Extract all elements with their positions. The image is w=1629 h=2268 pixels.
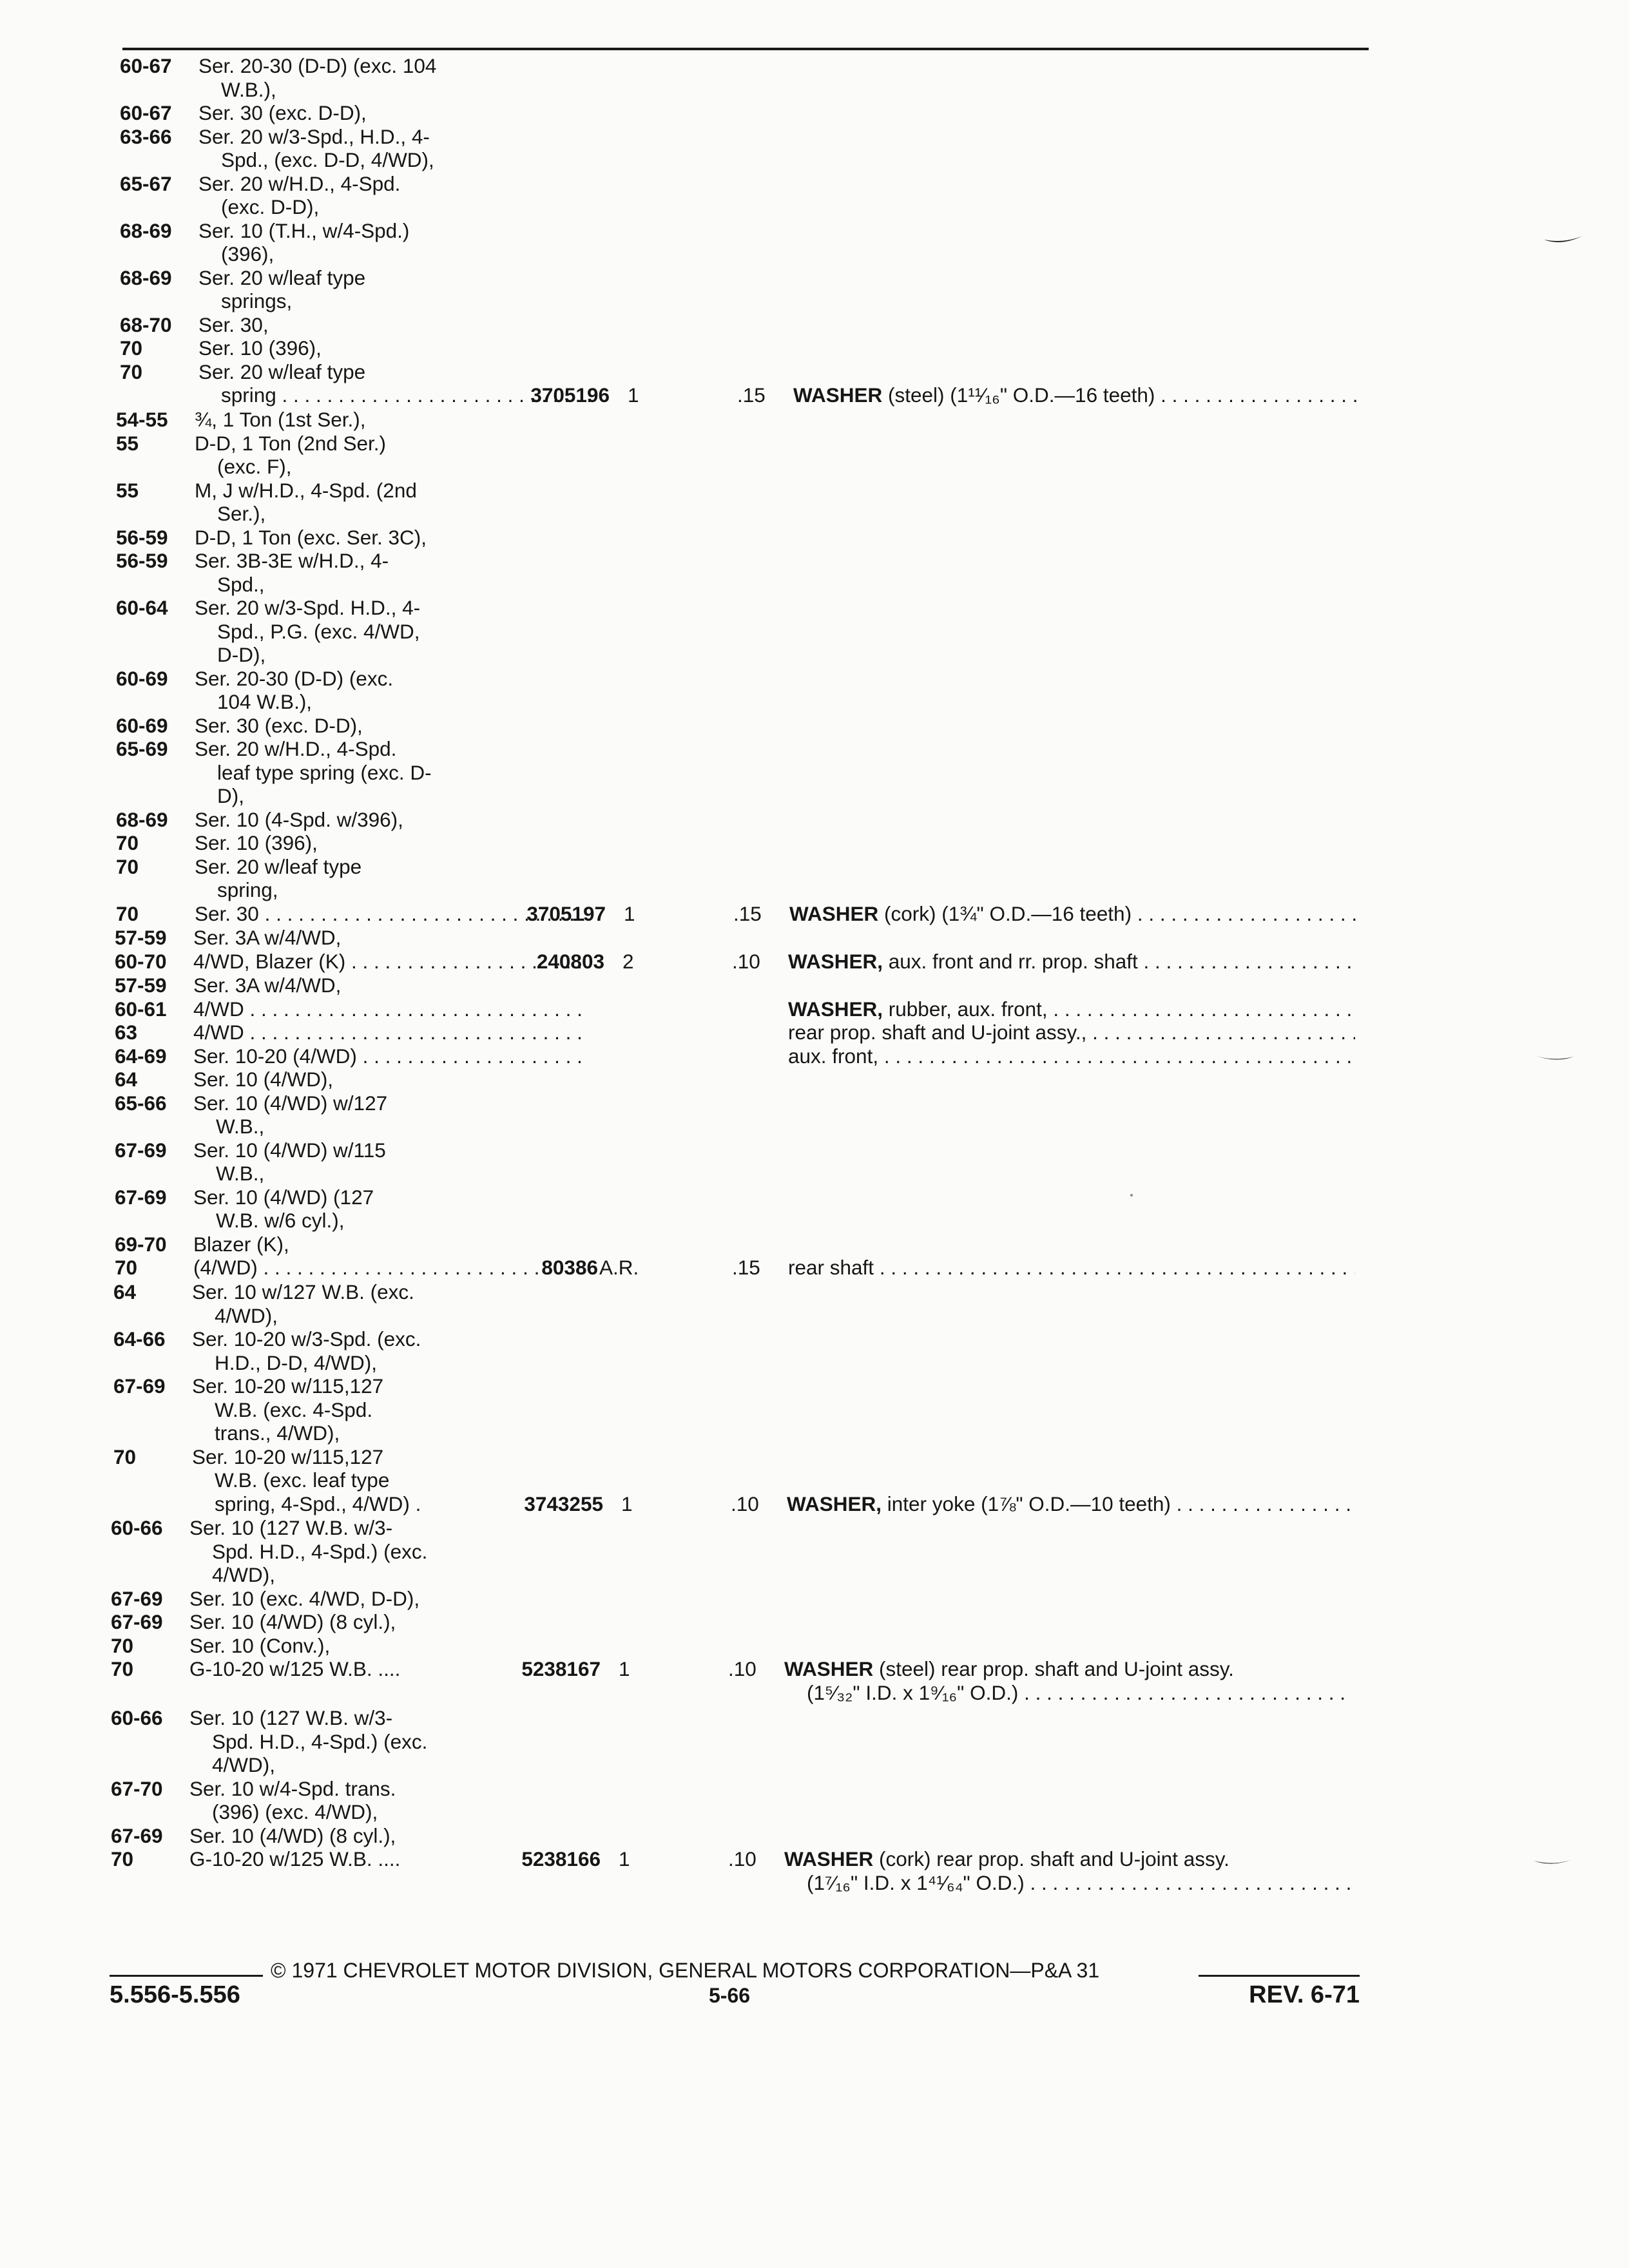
application-description: 4/WD), (212, 1563, 275, 1586)
application-description: D-D, 1 Ton (exc. Ser. 3C), (195, 525, 427, 549)
model-years: 64-66 (113, 1327, 166, 1350)
model-years: 64 (115, 1068, 138, 1091)
application-description: 4/WD, Blazer (K) . . . (193, 950, 590, 974)
application-description: Ser. 10-20 (4/WD) . . . (193, 1044, 590, 1068)
catalog-line (116, 761, 1629, 785)
model-years: 56-59 (116, 549, 168, 572)
part-name-detail: rubber, aux. front, (883, 997, 1048, 1021)
part-name-detail: (cork) (1¾" O.D.—16 teeth) (878, 901, 1132, 925)
application-description: Ser. 10 (127 W.B. w/3- (189, 1706, 393, 1729)
part-name (788, 997, 1355, 1021)
application-description: (4/WD) . . . (193, 1256, 590, 1280)
model-years: 64 (113, 1280, 137, 1303)
application-description: Ser. 20-30 (D-D) (exc. 104 (198, 54, 437, 77)
footer-revision: REV. 6-71 (1249, 1981, 1360, 2008)
catalog-line (115, 950, 1629, 974)
application-description: Spd., (217, 572, 265, 596)
catalog-line (116, 878, 1629, 902)
application-description: Ser. 30 . . . (195, 902, 591, 926)
part-number: 3705197 (526, 901, 606, 925)
application-description: G-10-20 w/125 W.B. .... (189, 1847, 401, 1870)
part-name-detail: inter yoke (1⅞" O.D.—10 teeth) (882, 1492, 1171, 1515)
part-number: 5238167 (521, 1657, 601, 1680)
catalog-line (111, 1681, 1629, 1705)
catalog-line (120, 360, 1629, 384)
application-description: (exc. D-D), (221, 195, 320, 218)
application-description: 4/WD . . . (193, 997, 590, 1021)
catalog-line (120, 289, 1629, 313)
application-description: Ser. 20 w/leaf type (198, 265, 366, 289)
part-name-detail: (steel) (1¹¹⁄₁₆" O.D.—16 teeth) (882, 383, 1155, 407)
catalog-line (111, 1753, 1629, 1777)
catalog-line (116, 479, 1629, 503)
application-description: Ser. 20 w/3-Spd., H.D., 4- (198, 124, 430, 148)
model-years: 68-70 (120, 312, 172, 336)
application-description: Ser. 10 (4/WD) (8 cyl.), (189, 1610, 396, 1633)
catalog-line (120, 266, 1629, 290)
labor-hours: .15 (737, 383, 766, 407)
part-name-detail: rear shaft (788, 1256, 874, 1279)
labor-hours: .10 (728, 1657, 757, 1680)
application-description: Ser. 10 (4/WD) (8 cyl.), (189, 1823, 396, 1847)
catalog-line (116, 714, 1629, 738)
catalog-line (116, 526, 1629, 550)
application-description: Ser. 10 (4/WD), (193, 1068, 334, 1091)
catalog-line (116, 620, 1629, 644)
application-description: Ser. 10 (127 W.B. w/3- (189, 1516, 393, 1539)
application-description: Ser. 10 (4/WD) (127 (193, 1185, 374, 1209)
group-7 (111, 1706, 1629, 1894)
quantity: 1 (619, 1657, 630, 1680)
catalog-line (115, 1139, 1629, 1162)
application-description: Ser. 10 (T.H., w/4-Spd.) (198, 218, 410, 242)
application-description: ¾, 1 Ton (1st Ser.), (195, 408, 366, 431)
application-description: Ser. 20 w/H.D., 4-Spd. (198, 171, 401, 195)
application-description: 4/WD), (215, 1303, 278, 1327)
model-years: 60-67 (120, 101, 172, 124)
application-description: (exc. F), (217, 455, 292, 478)
model-years: 60-66 (111, 1516, 163, 1539)
part-name (789, 902, 1356, 926)
application-description: trans., 4/WD), (215, 1421, 340, 1445)
catalog-line (111, 1657, 1629, 1681)
model-years: 60-61 (115, 997, 167, 1021)
binder-hole-mark (1543, 235, 1584, 247)
binder-hole-mark (1534, 1053, 1575, 1066)
application-description: (396), (221, 242, 275, 265)
model-years: 60-66 (111, 1706, 163, 1729)
catalog-line (116, 549, 1629, 573)
application-description: Blazer (K), (193, 1232, 289, 1256)
part-number: 80386 (541, 1256, 598, 1279)
catalog-line (115, 1068, 1629, 1091)
application-description: springs, (221, 289, 293, 312)
model-years: 70 (116, 854, 139, 878)
model-years: 54-55 (116, 408, 168, 431)
group-5 (113, 1280, 1629, 1515)
catalog-line (116, 737, 1629, 761)
model-years: 68-69 (120, 265, 172, 289)
labor-hours: .15 (733, 901, 762, 925)
part-name (788, 950, 1355, 974)
model-years: 69-70 (115, 1232, 167, 1256)
labor-hours: .10 (731, 1492, 759, 1515)
model-years: 70 (120, 360, 143, 383)
application-description: D-D, 1 Ton (2nd Ser.) (195, 431, 387, 455)
catalog-line (120, 148, 1629, 172)
model-years: 55 (116, 478, 139, 502)
footer-page-number: 5-66 (709, 1984, 751, 2007)
catalog-line (111, 1634, 1629, 1658)
application-description: Ser. 10 (4/WD) w/127 (193, 1091, 388, 1115)
catalog-line (120, 172, 1629, 196)
binder-hole-mark (1532, 1857, 1574, 1870)
part-name (793, 383, 1360, 407)
catalog-line (111, 1540, 1629, 1564)
footer-rule-right (1199, 1975, 1360, 1977)
model-years: 60-69 (116, 713, 168, 737)
model-years: 70 (116, 901, 139, 925)
application-description: leaf type spring (exc. D- (217, 760, 432, 784)
application-description: Spd. H.D., 4-Spd.) (exc. (212, 1729, 428, 1753)
application-description: Ser. 3A w/4/WD, (193, 974, 342, 997)
model-years: 68-69 (120, 218, 172, 242)
application-description: 4/WD), (212, 1753, 275, 1776)
model-years: 60-64 (116, 596, 168, 619)
model-years: 67-69 (111, 1823, 163, 1847)
model-years: 63-66 (120, 124, 172, 148)
model-years: 60-67 (120, 54, 172, 77)
catalog-line (111, 1800, 1629, 1824)
catalog-line (116, 831, 1629, 855)
model-years: 70 (116, 831, 139, 854)
catalog-line (113, 1327, 1629, 1351)
part-name (784, 1657, 1234, 1681)
model-years: 65-66 (115, 1091, 167, 1115)
application-description: Ser. 3A w/4/WD, (193, 926, 342, 949)
catalog-line (111, 1847, 1629, 1871)
application-description: Ser. 10 (Conv.), (189, 1633, 331, 1657)
application-description: Ser. 30 (exc. D-D), (195, 713, 363, 737)
catalog-line (111, 1871, 1629, 1895)
group-2 (116, 408, 1629, 925)
catalog-line (115, 1233, 1629, 1256)
catalog-line (115, 1044, 1629, 1068)
application-description: Ser. 10 (4/WD) w/115 (193, 1138, 386, 1162)
catalog-line (113, 1445, 1629, 1469)
model-years: 68-69 (116, 807, 168, 831)
catalog-line (113, 1492, 1629, 1516)
part-name-detail: (steel) rear prop. shaft and U-joint assy. (873, 1657, 1234, 1680)
quantity: 1 (628, 383, 639, 407)
catalog-line (111, 1563, 1629, 1587)
part-name-heading: WASHER (784, 1847, 874, 1870)
model-years: 67-69 (113, 1374, 166, 1398)
application-description: spring, (217, 878, 278, 901)
part-name-detail: rear prop. shaft and U-joint assy., (788, 1021, 1087, 1044)
part-name-heading: WASHER, (787, 1492, 882, 1515)
catalog-line (113, 1304, 1629, 1328)
catalog-line (111, 1824, 1629, 1848)
catalog-line (120, 125, 1629, 149)
group-6 (111, 1516, 1629, 1704)
application-description: D-D), (217, 643, 266, 666)
application-description: W.B.), (221, 77, 276, 101)
application-description: Spd. H.D., 4-Spd.) (exc. (212, 1539, 428, 1563)
catalog-line (116, 455, 1629, 479)
part-number: 5238166 (521, 1847, 601, 1870)
catalog-line (115, 1115, 1629, 1139)
footer-copyright: © 1971 CHEVROLET MOTOR DIVISION, GENERAL MOTORS CORPORATION—P&A 31 (271, 1959, 1100, 1982)
model-years: 67-69 (111, 1610, 163, 1633)
catalog-line (116, 408, 1629, 432)
part-name-heading: WASHER (793, 383, 883, 407)
application-description: Spd., (exc. D-D, 4/WD), (221, 148, 434, 171)
application-description: Ser. 30 (exc. D-D), (198, 101, 367, 124)
part-name-heading: WASHER (784, 1657, 874, 1680)
catalog-line (115, 1186, 1629, 1209)
model-years: 57-59 (115, 974, 167, 997)
catalog-line (115, 997, 1629, 1021)
catalog-line (116, 667, 1629, 691)
model-years: 67-69 (111, 1586, 163, 1610)
application-description: Ser. 30, (198, 312, 269, 336)
catalog-line (120, 219, 1629, 243)
model-years: 70 (111, 1633, 134, 1657)
catalog-line (116, 502, 1629, 526)
catalog-line (115, 1209, 1629, 1233)
catalog-line (111, 1610, 1629, 1634)
application-description: Ser. 20-30 (D-D) (exc. (195, 666, 394, 690)
catalog-line (116, 643, 1629, 667)
application-description: spring . . . (221, 383, 595, 407)
quantity: 1 (621, 1492, 633, 1515)
labor-hours: .15 (732, 1256, 760, 1279)
model-years: 70 (115, 1256, 138, 1279)
scan-speck (1130, 1194, 1133, 1196)
catalog-line (120, 242, 1629, 266)
part-name-detail: aux. front and rr. prop. shaft (883, 949, 1138, 973)
footer-copyright-line (110, 1954, 1360, 1982)
catalog-line (115, 1021, 1629, 1044)
catalog-line (116, 596, 1629, 620)
model-years: 63 (115, 1021, 138, 1044)
application-description: (396) (exc. 4/WD), (212, 1800, 378, 1823)
footer-rule-left (110, 1975, 263, 1977)
part-name (788, 1021, 1355, 1044)
application-description: Ser. 20 w/3-Spd. H.D., 4- (195, 596, 421, 619)
model-years: 60-69 (116, 666, 168, 690)
model-years: 55 (116, 431, 139, 455)
part-name (787, 1492, 1354, 1516)
model-years: 70 (111, 1657, 134, 1680)
application-description: Ser. 10 (396), (198, 336, 322, 360)
catalog-line (120, 78, 1629, 102)
model-years: 67-69 (115, 1138, 167, 1162)
part-number: 240803 (536, 949, 604, 973)
application-description: 104 W.B.), (217, 690, 313, 713)
model-years: 57-59 (115, 926, 167, 949)
application-description: Ser. 20 w/H.D., 4-Spd. (195, 737, 397, 760)
model-years: 60-70 (115, 949, 167, 973)
catalog-line (120, 313, 1629, 337)
application-description: W.B., (216, 1115, 265, 1138)
catalog-line (120, 101, 1629, 125)
catalog-line (116, 855, 1629, 879)
part-name-detail: (cork) rear prop. shaft and U-joint assy. (873, 1847, 1229, 1870)
part-name (807, 1871, 1351, 1895)
catalog-line (111, 1730, 1629, 1754)
catalog-line (113, 1398, 1629, 1422)
application-description: Ser. 10 w/127 W.B. (exc. (192, 1280, 414, 1303)
application-description: W.B., (216, 1162, 265, 1185)
application-description: Ser. 10-20 w/115,127 (192, 1445, 384, 1468)
quantity: 2 (622, 949, 634, 973)
model-years: 70 (113, 1445, 137, 1468)
catalog-line (113, 1421, 1629, 1445)
application-description: Ser. 20 w/leaf type (195, 854, 362, 878)
application-description: W.B. w/6 cyl.), (216, 1209, 345, 1232)
model-years: 70 (120, 336, 143, 360)
application-description: M, J w/H.D., 4-Spd. (2nd (195, 478, 417, 502)
catalog-line (115, 1256, 1629, 1280)
quantity: A.R. (599, 1256, 639, 1279)
application-description: Ser. 10 (4-Spd. w/396), (195, 807, 403, 831)
model-years: 70 (111, 1847, 134, 1870)
part-name-heading: WASHER (789, 901, 879, 925)
catalog-line (120, 195, 1629, 219)
catalog-line (116, 902, 1629, 926)
catalog-line (116, 573, 1629, 597)
application-description: Ser. 10 w/4-Spd. trans. (189, 1776, 396, 1800)
part-number: 3743255 (524, 1492, 603, 1515)
part-name-detail: (1⁷⁄₁₆" I.D. x 1⁴¹⁄₆₄" O.D.) (807, 1870, 1025, 1894)
catalog-line (116, 432, 1629, 456)
part-name-heading: WASHER, (788, 997, 883, 1021)
part-name-heading: WASHER, (788, 949, 883, 973)
catalog-line (115, 974, 1629, 997)
labor-hours: .10 (732, 949, 760, 973)
application-description: Ser. 20 w/leaf type (198, 360, 366, 383)
catalog-line (120, 383, 1629, 407)
model-years: 67-69 (115, 1185, 167, 1209)
catalog-line (111, 1777, 1629, 1801)
model-years: 65-67 (120, 171, 172, 195)
application-description: Ser. 10-20 w/3-Spd. (exc. (192, 1327, 421, 1350)
quantity: 1 (619, 1847, 630, 1870)
part-number: 3705196 (530, 383, 610, 407)
part-name-detail: (1⁵⁄₃₂" I.D. x 1⁹⁄₁₆" O.D.) (807, 1680, 1019, 1704)
top-rule (122, 48, 1369, 50)
catalog-line (115, 926, 1629, 950)
model-years: 64-69 (115, 1044, 167, 1068)
application-description: Ser. 3B-3E w/H.D., 4- (195, 549, 389, 572)
application-description: D), (217, 784, 244, 807)
part-name (788, 1044, 1355, 1068)
application-description: G-10-20 w/125 W.B. .... (189, 1657, 401, 1680)
part-name (807, 1681, 1351, 1705)
application-description: 4/WD . . . (193, 1021, 590, 1044)
application-description: H.D., D-D, 4/WD), (215, 1350, 377, 1374)
catalog-line (120, 336, 1629, 360)
catalog-line (111, 1516, 1629, 1540)
catalog-line (115, 1091, 1629, 1115)
catalog-line (120, 54, 1629, 78)
catalog-line (113, 1280, 1629, 1304)
part-name (788, 1256, 1355, 1280)
application-description: spring, 4-Spd., 4/WD) . (215, 1492, 421, 1515)
application-description: Ser. 10-20 w/115,127 (192, 1374, 384, 1398)
model-years: 65-69 (116, 737, 168, 760)
part-name-detail: aux. front, (788, 1044, 879, 1068)
application-description: Ser. 10 (396), (195, 831, 318, 854)
model-years: 67-70 (111, 1776, 163, 1800)
catalog-line (116, 808, 1629, 832)
footer-section-code: 5.556-5.556 (110, 1981, 240, 2008)
catalog-line (113, 1374, 1629, 1398)
model-years: 56-59 (116, 525, 168, 549)
group-3 (115, 926, 1629, 973)
catalog-line (113, 1468, 1629, 1492)
group-4 (115, 974, 1629, 1280)
quantity: 1 (624, 901, 635, 925)
application-description: Ser. 10 (exc. 4/WD, D-D), (189, 1586, 420, 1610)
catalog-line (116, 784, 1629, 808)
application-description: Spd., P.G. (exc. 4/WD, (217, 619, 420, 643)
application-description: W.B. (exc. leaf type (215, 1468, 390, 1492)
catalog-line (116, 690, 1629, 714)
catalog-line (115, 1162, 1629, 1186)
catalog-line (111, 1706, 1629, 1730)
catalog-line (113, 1351, 1629, 1375)
application-description: Ser.), (217, 502, 266, 525)
part-name (784, 1847, 1229, 1871)
application-description: W.B. (exc. 4-Spd. (215, 1398, 373, 1421)
labor-hours: .10 (728, 1847, 757, 1870)
catalog-line (111, 1587, 1629, 1611)
group-1 (120, 54, 1629, 407)
